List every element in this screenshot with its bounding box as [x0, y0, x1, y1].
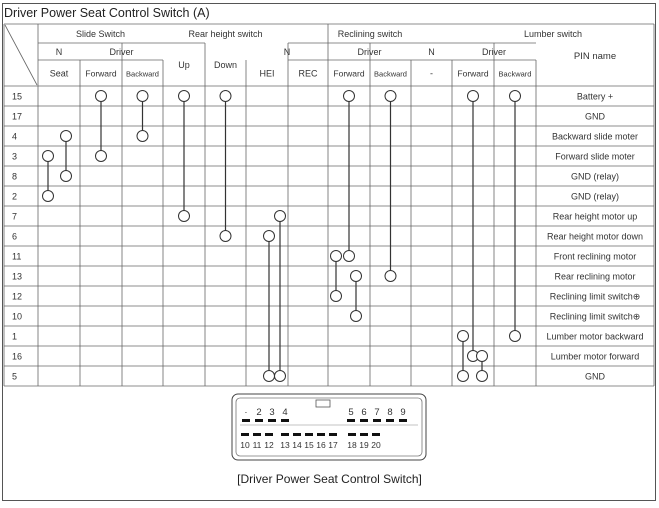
connection: [137, 91, 148, 142]
connection-circle: [137, 91, 148, 102]
connector-pin: [304, 433, 314, 450]
connection-circle: [275, 211, 286, 222]
pin-number: 8: [12, 171, 18, 182]
pin-contact: [399, 419, 407, 422]
table-row: [12, 172, 619, 182]
connector-pin: [264, 433, 274, 450]
pin-label: 9: [400, 407, 406, 418]
connection-circle: [344, 251, 355, 262]
pin-number: 16: [12, 351, 23, 362]
connection-circle: [61, 131, 72, 142]
pin-contact: [253, 433, 261, 436]
pin-label: 10: [240, 440, 250, 450]
connection-circle: [351, 311, 362, 322]
pin-label: 15: [304, 440, 314, 450]
pin-contact: [360, 419, 368, 422]
pin-contact: [360, 433, 368, 436]
table-row: [12, 132, 638, 142]
pin-contact: [242, 419, 250, 422]
column-header: Forward: [457, 68, 489, 79]
connector-pin: [347, 433, 357, 450]
corner-diagonal: [5, 25, 37, 85]
connection: [351, 271, 362, 322]
column-header: HEI: [259, 68, 275, 79]
pin-number: 6: [12, 231, 18, 242]
connection-circle: [264, 371, 275, 382]
pin-number: 12: [12, 291, 23, 302]
subgroup-header: N: [55, 47, 63, 57]
table-row: [12, 312, 640, 322]
subgroup-header: Driver: [482, 47, 506, 57]
pin-label: 14: [292, 440, 302, 450]
pin-contact: [255, 419, 263, 422]
pin-number: 4: [12, 131, 18, 142]
pin-number: 3: [12, 151, 18, 162]
connection: [458, 331, 469, 382]
connection-circle: [96, 91, 107, 102]
pin-name: GND (relay): [570, 171, 620, 182]
pin-number: 2: [12, 191, 18, 202]
connection-circle: [220, 91, 231, 102]
table-row: [12, 272, 636, 282]
connector-outline: [232, 394, 426, 460]
pin-name: Lumber motor backward: [546, 331, 644, 342]
connector-pin: [316, 433, 326, 450]
connection-circle: [458, 371, 469, 382]
pin-contact: [373, 419, 381, 422]
pin-number: 7: [12, 211, 18, 222]
table-row: [12, 372, 606, 382]
connection-circle: [43, 191, 54, 202]
connector-caption: [Driver Power Seat Control Switch]: [237, 472, 422, 486]
connection-circle: [477, 351, 488, 362]
group-header: Slide Switch: [75, 29, 126, 39]
pin-name: Rear height motor down: [546, 231, 644, 242]
pin-number: 15: [12, 91, 23, 102]
pin-contact: [265, 433, 273, 436]
connection: [275, 211, 286, 382]
pin-name: Lumber motor forward: [550, 351, 640, 362]
pin-name: Rear height motor up: [552, 211, 638, 222]
column-header: Backward: [126, 69, 159, 79]
connection-circle: [61, 171, 72, 182]
pin-number: 1: [12, 331, 18, 342]
connection-circle: [344, 91, 355, 102]
connection-circle: [510, 91, 521, 102]
pin-contact: [241, 433, 249, 436]
column-header: Up: [178, 60, 190, 70]
connection: [61, 131, 72, 182]
pin-contact: [293, 433, 301, 436]
group-header: Reclining switch: [337, 29, 403, 39]
connection-circle: [264, 231, 275, 242]
connection: [331, 251, 342, 302]
connector-pin: [253, 433, 262, 450]
pin-number: 13: [12, 271, 23, 282]
pin-label: 2: [256, 407, 262, 418]
pin-name-header: PIN name: [573, 51, 617, 62]
column-header: Backward: [498, 69, 532, 79]
pin-contact: [348, 433, 356, 436]
connector-pin: [371, 433, 381, 450]
switch-connections: [43, 91, 521, 382]
connection: [510, 91, 521, 342]
pin-name: Backward slide moter: [551, 131, 639, 142]
table-row: [12, 232, 643, 242]
table-row: [12, 352, 639, 362]
connection-circle: [385, 91, 396, 102]
pin-label: 4: [282, 407, 288, 418]
connection-circle: [220, 231, 231, 242]
table-row: [12, 192, 619, 202]
pin-contact: [329, 433, 337, 436]
connection-circle: [179, 91, 190, 102]
pin-contact: [281, 419, 289, 422]
pin-contact: [372, 433, 380, 436]
column-header: Forward: [333, 68, 365, 79]
connector-pin: [240, 433, 250, 450]
connection-circle: [96, 151, 107, 162]
pin-contact: [386, 419, 394, 422]
connection: [344, 91, 355, 262]
pin-label: 11: [252, 440, 262, 450]
pin-name: GND: [585, 111, 605, 122]
column-header: REC: [298, 68, 318, 79]
pin-label: 5: [348, 407, 354, 418]
connection: [43, 151, 54, 202]
connection-circle: [179, 211, 190, 222]
connection-circle: [275, 371, 286, 382]
connection-circle: [43, 151, 54, 162]
table-row: [12, 252, 636, 262]
pin-label: 7: [374, 407, 380, 418]
pin-label: 16: [316, 440, 326, 450]
pin-label: 3: [269, 407, 275, 418]
pin-number: 5: [12, 371, 18, 382]
pin-name: Reclining limit switch⊕: [549, 291, 641, 302]
pin-contact: [347, 419, 355, 422]
pin-label: 17: [328, 440, 338, 450]
pin-contact: [268, 419, 276, 422]
pin-label: 6: [361, 407, 367, 418]
subgroup-header: N: [428, 47, 435, 57]
connector-housing: [232, 394, 426, 460]
pin-number: 10: [12, 311, 23, 322]
group-header: Rear height switch: [188, 29, 263, 39]
pin-contact: [317, 433, 325, 436]
pin-name: Reclining limit switch⊕: [549, 311, 641, 322]
connection-circle: [468, 91, 479, 102]
connector-pin: [359, 433, 369, 450]
pin-name: Rear reclining motor: [554, 271, 636, 282]
connection-circle: [458, 331, 469, 342]
connector-diagram: [0, 388, 659, 468]
connection-circle: [510, 331, 521, 342]
pin-label: 12: [264, 440, 274, 450]
pin-name: Forward slide moter: [555, 151, 635, 162]
pin-name: Front reclining motor: [553, 251, 637, 262]
table-header: [50, 29, 616, 79]
group-header: Lumber switch: [523, 29, 583, 39]
pin-contact: [281, 433, 289, 436]
column-header: Down: [213, 60, 238, 70]
column-header: Backward: [374, 69, 407, 79]
subgroup-header: Driver: [357, 47, 382, 57]
pin-label: 19: [359, 440, 369, 450]
table-row: [12, 292, 640, 302]
connection-circle: [477, 371, 488, 382]
pin-number: 11: [12, 251, 22, 262]
document-title: Driver Power Seat Control Switch (A): [4, 6, 210, 20]
connection-circle: [331, 291, 342, 302]
pin-number: 17: [12, 111, 23, 122]
column-header: -: [430, 68, 433, 79]
table-row: [12, 212, 637, 222]
connection-circle: [137, 131, 148, 142]
column-header: Seat: [49, 68, 69, 79]
pin-name: GND (relay): [570, 191, 620, 202]
pin-label: ·: [244, 407, 248, 418]
connection-circle: [331, 251, 342, 262]
connection-circle: [385, 271, 396, 282]
pin-label: 8: [387, 407, 393, 418]
connection: [179, 91, 190, 222]
pin-label: 20: [371, 440, 381, 450]
connector-pin: [280, 433, 290, 450]
subgroup-header: Driver: [109, 47, 134, 57]
pin-name: Battery +: [576, 91, 614, 102]
pin-contact: [305, 433, 313, 436]
connection-circle: [351, 271, 362, 282]
subgroup-header: N: [283, 47, 291, 57]
connector-pin: [328, 433, 338, 450]
pin-name: GND: [585, 371, 605, 382]
pin-label: 13: [280, 440, 290, 450]
column-header: Forward: [85, 68, 117, 79]
pin-label: 18: [347, 440, 357, 450]
connector-pin: [292, 433, 302, 450]
